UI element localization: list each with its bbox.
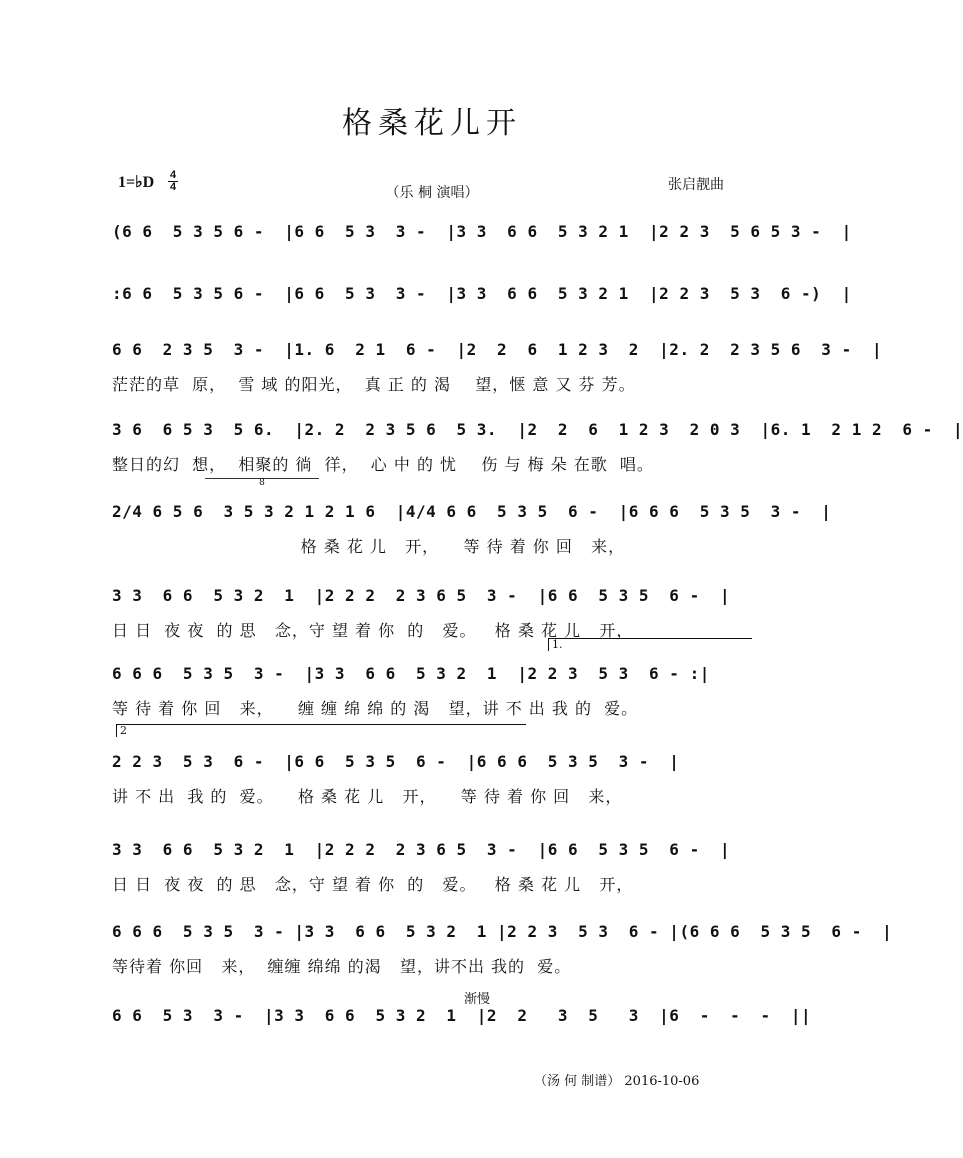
volta-1: 1. xyxy=(548,638,752,651)
score-system-8 xyxy=(112,752,752,806)
song-title: 格桑花儿开 xyxy=(342,106,522,141)
lyric-line: 等待着 你回 来， 缠缠 绵绵 的渴 望，讲不出 我的 爱。 xyxy=(112,957,572,976)
score-system-10 xyxy=(112,922,893,976)
score-system-3 xyxy=(112,340,883,394)
notation-line: 3 6 6 5 3 5 6. |2. 2 2 3 5 6 5 3. |2 2 6 1 2 3 2 0 3 |6. 1 2 1 2 6 - | xyxy=(112,420,963,439)
lyric-line: 日 日 夜 夜 的 思 念，守 望 着 你 的 爱。 格 桑 花 儿 开， xyxy=(112,621,634,640)
lyric-line: 日 日 夜 夜 的 思 念，守 望 着 你 的 爱。 格 桑 花 儿 开， xyxy=(112,875,634,894)
score-system-5 xyxy=(112,502,832,556)
notation-line: 6 6 6 5 3 5 3 - |3 3 6 6 5 3 2 1 |2 2 3 5 3 6 - :| xyxy=(112,664,710,683)
score-system-7 xyxy=(112,664,752,718)
lyric-line: 讲 不 出 我 的 爱。 格 桑 花 儿 开， 等 待 着 你 回 来， xyxy=(112,787,623,806)
score-system-9 xyxy=(112,840,752,894)
notation-line: 2/4 6 5 6 3 5 3 2 1 2 1 6 |4/4 6 6 5 3 5 6 - |6 6 6 5 3 5 3 - | xyxy=(112,502,832,521)
volta-2: 2 xyxy=(116,724,526,737)
score-system-11 xyxy=(112,1006,812,1036)
notation-line: 3 3 6 6 5 3 2 1 |2 2 2 2 3 6 5 3 - |6 6 5 3 5 6 - | xyxy=(112,840,731,859)
time-signature-top: 4 xyxy=(169,169,177,181)
lyric-line: 茫茫的草 原， 雪 域 的阳光， 真 正 的 渴 望，惬 意 又 芬 芳。 xyxy=(112,375,636,394)
notation-line: (6 6 5 3 5 6 - |6 6 5 3 3 - |3 3 6 6 5 3 2 1 |2 2 3 5 6 5 3 - | xyxy=(112,222,852,241)
ottava-mark: 8 xyxy=(205,478,319,487)
transcriber-credit: （汤 何 制谱） 2016-10-06 xyxy=(534,1074,700,1089)
lyric-line: 格 桑 花 儿 开， 等 待 着 你 回 来， xyxy=(112,537,626,556)
notation-line: 6 6 2 3 5 3 - |1. 6 2 1 6 - |2 2 6 1 2 3 2 |2. 2 2 3 5 6 3 - | xyxy=(112,340,883,359)
notation-line: 6 6 5 3 3 - |3 3 6 6 5 3 2 1 |2 2 3 5 3 |6 - - - || xyxy=(112,1006,812,1025)
time-signature-bottom: 4 xyxy=(169,181,177,193)
score-system-4 xyxy=(112,420,963,474)
composer-credit: 张启靓曲 xyxy=(668,177,724,193)
lyric-line: 整日的幻 想， 相聚的 徜 徉， 心 中 的 忧 伤 与 梅 朵 在歌 唱。 xyxy=(112,455,654,474)
score-system-2 xyxy=(112,284,852,314)
score-system-1 xyxy=(112,222,852,252)
key-signature: 1=♭D xyxy=(118,174,155,191)
notation-line: 2 2 3 5 3 6 - |6 6 5 3 5 6 - |6 6 6 5 3 5 3 - | xyxy=(112,752,680,771)
lyric-line: 等 待 着 你 回 来， 缠 缠 绵 绵 的 渴 望，讲 不 出 我 的 爱。 xyxy=(112,699,639,718)
notation-line: 6 6 6 5 3 5 3 - |3 3 6 6 5 3 2 1 |2 2 3 5 3 6 - |(6 6 6 5 3 5 6 - | xyxy=(112,922,893,941)
notation-line: :6 6 5 3 5 6 - |6 6 5 3 3 - |3 3 6 6 5 3 2 1 |2 2 3 5 3 6 -) | xyxy=(112,284,852,303)
tempo-marking: 渐慢 xyxy=(464,992,491,1007)
notation-line: 3 3 6 6 5 3 2 1 |2 2 2 2 3 6 5 3 - |6 6 5 3 5 6 - | xyxy=(112,586,731,605)
score-system-6 xyxy=(112,586,752,640)
singer-credit: （乐 桐 演唱） xyxy=(385,185,479,201)
